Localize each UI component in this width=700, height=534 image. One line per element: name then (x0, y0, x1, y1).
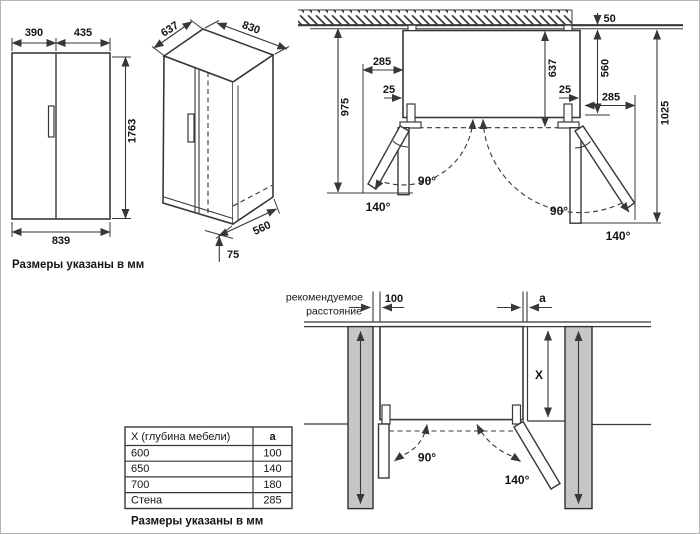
dim-depth-body-label: 560 (599, 58, 612, 78)
dim-front-total-width (12, 222, 110, 247)
door-handle (49, 106, 55, 137)
units-note-top: Размеры указаны в мм (12, 259, 145, 271)
cabinet-front-face (163, 56, 233, 224)
wall-hatch (298, 10, 572, 25)
dim-left-side-label: 285 (372, 56, 392, 68)
cabinet-front-outline (12, 53, 110, 219)
dim-right-side-label: 285 (601, 91, 621, 104)
iso-door-handle (188, 114, 194, 142)
dim-total-width-label: 839 (51, 235, 71, 247)
dim-front-widths (12, 27, 110, 51)
table-header-x: X (глубина мебели) (131, 430, 231, 443)
hinge-right-installed (513, 405, 521, 424)
dim-left-hinge (383, 84, 402, 98)
dim-iso-depth-label: 637 (159, 19, 181, 40)
isometric-view (152, 19, 289, 262)
wall-spacer-left (408, 25, 416, 30)
top-plan-view (298, 10, 683, 243)
right-angle-140-label: 140° (605, 229, 631, 243)
front-view (12, 27, 144, 271)
installed-angle-140-label: 140° (504, 473, 530, 487)
installed-angle-90-label: 90° (417, 450, 437, 465)
dim-iso-base-height (219, 237, 239, 263)
svg-text:100: 100 (263, 447, 282, 460)
wall-spacer-right (564, 25, 572, 30)
svg-text:140: 140 (263, 463, 282, 475)
dim-furniture-depth-x (535, 331, 548, 417)
left-angle-140-label: 140° (365, 200, 391, 214)
dim-left-hinge-label: 25 (382, 84, 396, 96)
units-note-bottom: Размеры указаны в мм (131, 515, 264, 528)
svg-text:700: 700 (131, 478, 150, 491)
svg-text:180: 180 (263, 478, 282, 491)
dim-width-left-label: 390 (24, 27, 44, 39)
recommended-distance-line2: расстояние (306, 305, 362, 318)
dim-right-hinge-label: 25 (558, 84, 572, 96)
svg-text:285: 285 (263, 494, 282, 507)
hinge-right (564, 104, 572, 124)
hinge-left (407, 104, 415, 124)
right-swing-arc-installed (477, 425, 513, 457)
dim-wall-gap (598, 13, 616, 25)
recommended-distance-line1: рекомендуемое (285, 291, 363, 304)
dim-swing-left-label: 975 (339, 97, 352, 117)
dim-depth-door-label: 637 (547, 58, 559, 78)
hinge-left-installed (382, 405, 390, 424)
depth-table (125, 427, 292, 528)
depth-x-label: X (534, 368, 544, 382)
dim-base-height-label: 75 (227, 249, 240, 261)
right-door-open-90 (570, 128, 581, 224)
dim-wall-gap-label: 50 (603, 13, 616, 25)
svg-text:600: 600 (131, 447, 150, 460)
dim-front-height (112, 57, 139, 219)
dim-iso-width-label: 830 (240, 19, 262, 37)
cabinet-side-face (233, 55, 273, 224)
left-angle-90-label: 90° (417, 174, 437, 188)
dim-width-right-label: 435 (73, 27, 93, 39)
table-header-a: a (269, 430, 276, 443)
right-gap-label: a (539, 291, 546, 305)
dim-swing-right-label: 1025 (659, 100, 672, 126)
svg-text:650: 650 (131, 463, 150, 475)
cabinet-body-installed (380, 327, 523, 420)
dim-height-label: 1763 (126, 118, 139, 144)
left-gap-label: 100 (384, 293, 404, 305)
dim-iso-depth2-label: 560 (251, 219, 273, 238)
svg-text:Стена: Стена (131, 494, 163, 507)
right-angle-90-label: 90° (549, 204, 569, 218)
right-door-open-140 (575, 126, 635, 209)
left-door-open-90-installed (379, 424, 390, 478)
installation-view (286, 291, 651, 509)
